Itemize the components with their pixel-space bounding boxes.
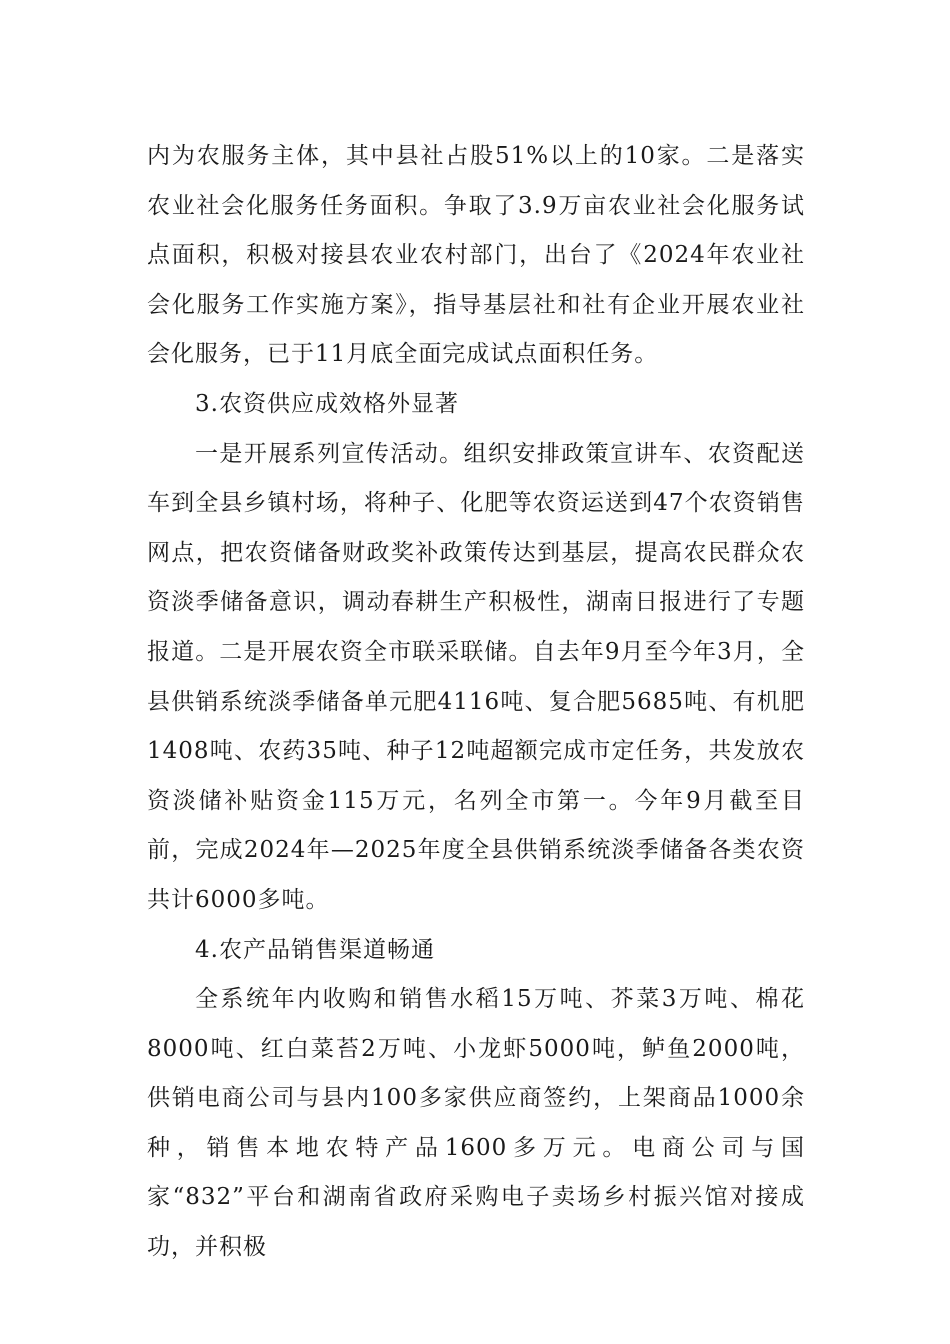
- paragraph-sales-channels: 全系统年内收购和销售水稻15万吨、芥菜3万吨、棉花8000吨、红白菜苔2万吨、小龙虾5000吨，鲈鱼2000吨，供销电商公司与县内100多家供应商签约，上架商品1000余种，销售本地农特产品1600多万元。电商公司与国家“832”平台和湖南省政府采购电子卖场乡村振兴馆对接成功，并积极: [147, 986, 805, 1261]
- document-body: [147, 132, 805, 1273]
- section-heading-sales-channels: 4.农产品销售渠道畅通: [195, 936, 435, 963]
- paragraph-service-entities: 内为农服务主体，其中县社占股51%以上的10家。二是落实农业社会化服务任务面积。争取了3.9万亩农业社会化服务试点面积，积极对接县农业农村部门，出台了《2024年农业社会化服务工作实施方案》，指导基层社和社有企业开展农业社会化服务，已于11月底全面完成试点面积任务。: [147, 143, 805, 368]
- paragraph-agri-supply: 一是开展系列宣传活动。组织安排政策宣讲车、农资配送车到全县乡镇村场，将种子、化肥等农资运送到47个农资销售网点，把农资储备财政奖补政策传达到基层，提高农民群众农资淡季储备意识，调动春耕生产积极性，湖南日报进行了专题报道。二是开展农资全市联采联储。自去年9月至今年3月，全县供销系统淡季储备单元肥4116吨、复合肥5685吨、有机肥1408吨、农药35吨、种子12吨超额完成市定任务，共发放农资淡储补贴资金115万元，名列全市第一。今年9月截至目前，完成2024年—2025年度全县供销系统淡季储备各类农资共计6000多吨。: [147, 440, 805, 913]
- section-heading-agri-supply: 3.农资供应成效格外显著: [195, 390, 459, 417]
